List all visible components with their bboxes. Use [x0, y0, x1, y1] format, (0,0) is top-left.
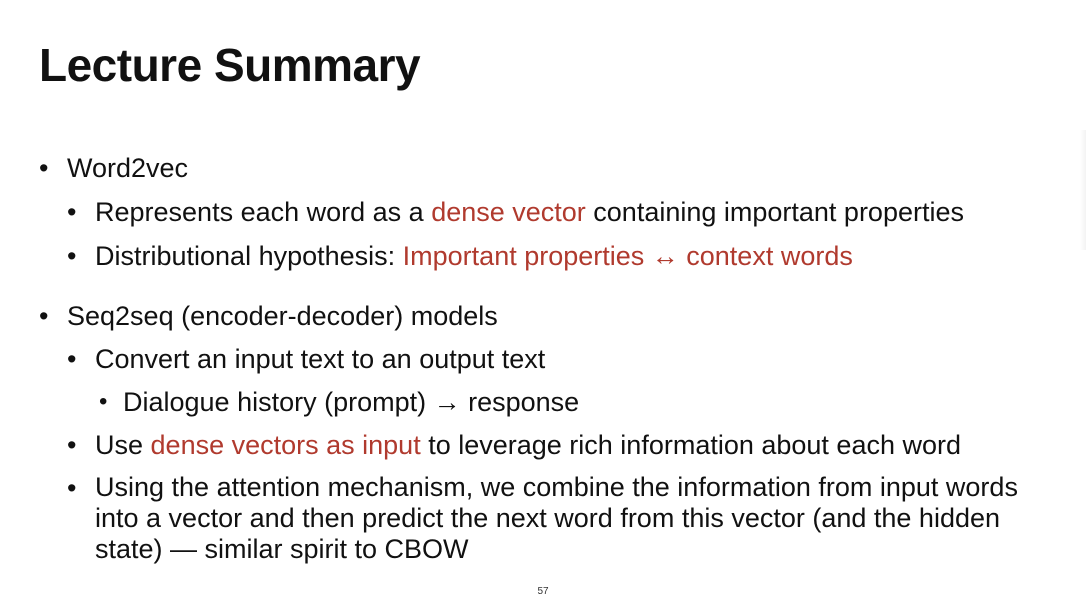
bullet-marker: •: [67, 344, 77, 374]
bullet-dialogue-history: Dialogue history (prompt) → response: [123, 387, 580, 417]
bullet-dense-vectors-input: [95, 429, 961, 461]
page-number: 57: [537, 586, 549, 597]
bullet-marker: •: [67, 197, 77, 227]
bullet-attention-mechanism: Using the attention mechanism, we combine the information from input words into a vector and then predict the next word from this vector (and the hidden state) — similar spirit to CBOW: [95, 472, 1018, 564]
bullet-marker: •: [67, 241, 77, 271]
bullet-marker: •: [67, 430, 77, 460]
bullet-marker: •: [67, 473, 77, 503]
bullet-marker: •: [39, 301, 49, 331]
edge-shadow: [1080, 130, 1086, 250]
bullet-distributional-hypothesis: [95, 240, 853, 272]
bullet-dense-vector: [95, 196, 964, 228]
bullet-marker: •: [99, 388, 108, 415]
highlight-text: dense vector: [431, 197, 586, 227]
highlight-text: Important properties ↔ context words: [402, 241, 853, 271]
slide-title: Lecture Summary: [39, 39, 421, 91]
bullet-convert-text: Convert an input text to an output text: [95, 344, 546, 374]
bullet-text: Use: [95, 430, 151, 460]
bullet-marker: •: [39, 153, 49, 183]
highlight-text: dense vectors as input: [150, 430, 421, 460]
bullet-text: containing important properties: [585, 197, 964, 227]
bullet-word2vec: Word2vec: [67, 153, 189, 183]
bullet-text: Represents each word as a: [95, 197, 432, 227]
bullet-seq2seq: Seq2seq (encoder-decoder) models: [67, 301, 498, 331]
bullet-text: to leverage rich information about each word: [420, 430, 962, 460]
bullet-text: Distributional hypothesis:: [95, 241, 403, 271]
